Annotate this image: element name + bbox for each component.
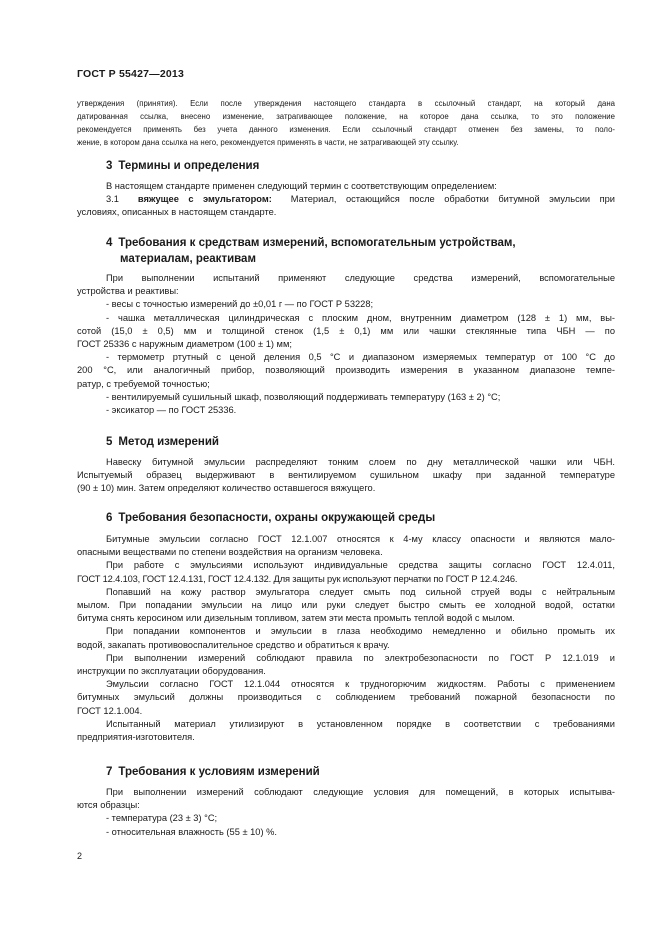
section-6-heading	[77, 510, 615, 526]
text-line: При выполнении испытаний применяют следующие средства измерений, вспомогательные	[106, 273, 615, 283]
text-line: При работе с эмульсиями используют индивидуальные средства защиты согласно ГОСТ 12.4.011,	[106, 560, 615, 571]
list-item: - относительная влажность (55 ± 10) %.	[106, 826, 278, 837]
section-4-title-line2: материалам, реактивам	[120, 253, 256, 265]
text-line: При выполнении измерений соблюдают следующие условия для помещений, в которых испытыва-	[106, 787, 615, 797]
text-line: водой, закапать противовоспалительное средство и обратиться к врачу.	[77, 639, 390, 650]
section-3-intro: В настоящем стандарте применен следующий термин с соответствующим определением:	[106, 181, 497, 191]
text-line: ГОСТ 12.1.004.	[77, 705, 143, 716]
section-7-number: 7	[106, 766, 113, 778]
section-3-number: 3	[106, 160, 113, 172]
text-line: (90 ± 10) мин. Затем определяют количество оставшегося вяжущего.	[77, 483, 376, 494]
section-3-title: Термины и определения	[118, 160, 260, 172]
term-definition-line	[77, 193, 615, 206]
text-line: 200 °С, или аналогичный прибор, позволяющий производить измерения в указанном диапазоне темпе-	[77, 365, 615, 376]
section-3-body	[77, 180, 615, 220]
section-5-body	[77, 456, 615, 496]
section-7-heading	[77, 764, 615, 780]
term-name: вяжущее с эмульгатором:	[137, 194, 272, 205]
text-line: опасными веществами по степени воздействия на организм человека.	[77, 547, 383, 558]
intro-note-line: жение, в котором дана ссылка на него, рекомендуется применять в части, не затрагивающей эту ссылку.	[77, 138, 459, 148]
section-4-heading	[77, 235, 615, 267]
section-5-number: 5	[106, 436, 113, 448]
term-number: 3.1	[106, 194, 119, 205]
intro-note-line: утверждения (принятия). Если после утверждения настоящего стандарта в ссылочный стандарт, на который дана	[77, 99, 615, 108]
text-line: ГОСТ 12.4.103, ГОСТ 12.4.131, ГОСТ 12.4.132. Для защиты рук используют перчатки по ГОСТ Р 12.4.246.	[77, 573, 518, 584]
text-line: сотой (15,0 ± 0,5) мм и толщиной стенок (1,5 ± 0,1) мм или чашки стеклянные типа ЧБН — по	[77, 325, 615, 336]
text-line: мылом. При попадании эмульсии на лицо или руки следует быстро смыть ее холодной водой, остатки	[77, 600, 615, 611]
section-3-heading	[77, 158, 615, 174]
text-line: Испытанный материал утилизируют в установленном порядке в соответствии с требованиями	[106, 718, 615, 729]
text-line: Битумные эмульсии согласно ГОСТ 12.1.007 относятся к 4-му классу опасности и являются мало-	[106, 534, 615, 544]
term-definition: Материал, остающийся после обработки битумной эмульсии при	[290, 194, 615, 205]
text-line: инструкции по эксплуатации оборудования.	[77, 666, 266, 677]
text-line: Эмульсии согласно ГОСТ 12.1.044 относятся к трудногорючим жидкостям. Работы с применением	[106, 679, 615, 690]
text-line: Попавший на кожу раствор эмульгатора следует смыть под сильной струей воды с нейтральным	[106, 586, 615, 597]
intro-note-line: рекомендуется применять без учета данного изменения. Если ссылочный стандарт отменен без замены, то поло-	[77, 125, 615, 135]
text-line: Испытуемый образец выдерживают в вентилируемом сушильном шкафу при заданной температуре	[77, 470, 615, 481]
document-header: ГОСТ Р 55427—2013	[77, 68, 185, 80]
intro-note-line: датированная ссылка, внесено изменение, затрагивающее положение, на которое дана ссылка, то это положение	[77, 112, 615, 122]
list-item: - температура (23 ± 3) °С;	[106, 813, 218, 824]
text-line: При попадании компонентов и эмульсии в глаза необходимо немедленно и обильно промыть их	[106, 626, 615, 637]
list-item: - эксикатор — по ГОСТ 25336.	[106, 405, 237, 416]
text-line: устройства и реактивы:	[77, 286, 179, 297]
section-6-body	[77, 533, 615, 744]
section-6-title: Требования безопасности, охраны окружающей среды	[118, 512, 436, 524]
list-item: - чашка металлическая цилиндрическая с плоским дном, внутренним диаметром (128 ± 1) мм, вы-	[106, 312, 615, 323]
section-7-body	[77, 786, 615, 839]
list-item: - термометр ртутный с ценой деления 0,5 °С и диапазоном измеряемых температур от 100 °С до	[106, 352, 615, 363]
text-line: ются образцы:	[77, 800, 140, 811]
section-6-number: 6	[106, 512, 113, 524]
section-7-title: Требования к условиям измерений	[118, 766, 320, 778]
section-4-number: 4	[106, 237, 113, 249]
text-line: При выполнении измерений соблюдают правила по электробезопасности по ГОСТ Р 12.1.019 и	[106, 652, 615, 663]
section-4-title-line1: Требования к средствам измерений, вспомогательным устройствам,	[118, 237, 516, 249]
text-line: битума снять керосином или дизельным топливом, затем эти места промыть теплой водой с мылом.	[77, 613, 515, 624]
text-line: ГОСТ 25336 с наружным диаметром (100 ± 1) мм;	[77, 339, 292, 350]
text-line: ратур, с требуемой точностью;	[77, 378, 210, 389]
list-item: - вентилируемый сушильный шкаф, позволяющий поддерживать температуру (163 ± 2) °С;	[106, 391, 501, 402]
section-4-body	[77, 272, 615, 417]
text-line: предприятия-изготовителя.	[77, 732, 195, 743]
section-5-heading	[77, 434, 615, 450]
section-5-title: Метод измерений	[118, 436, 219, 448]
list-item: - весы с точностью измерений до ±0,01 г — по ГОСТ Р 53228;	[106, 299, 374, 310]
text-line: Навеску битумной эмульсии распределяют тонким слоем по дну металлической чашки или ЧБН.	[106, 457, 615, 467]
intro-note	[77, 97, 615, 149]
text-line: битумных эмульсий должны производиться с соблюдением требований пожарной безопасности по	[77, 692, 615, 703]
page-number: 2	[77, 851, 83, 861]
term-definition-continued: условиях, описанных в настоящем стандарте.	[77, 207, 277, 218]
